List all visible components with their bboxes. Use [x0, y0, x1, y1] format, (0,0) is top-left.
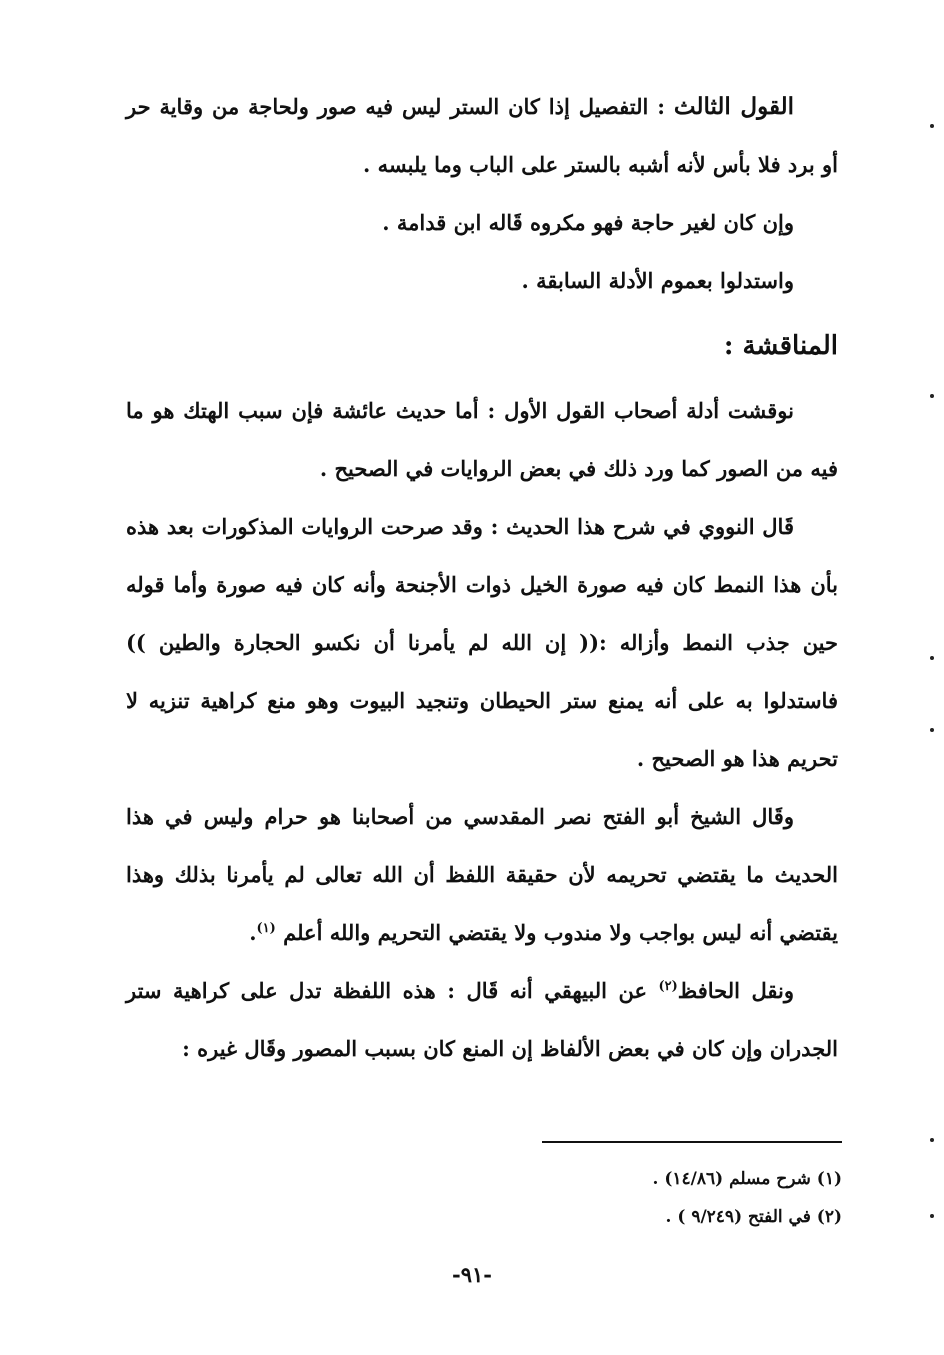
- main-text: [126, 78, 838, 1078]
- section-heading: المناقشة :: [723, 331, 838, 361]
- sentence-end: .: [249, 920, 257, 945]
- paragraph-text: ونقل الحافظ: [677, 978, 794, 1003]
- footnote-ref-2[interactable]: (٢): [658, 979, 678, 994]
- footnote-ref-1[interactable]: (١): [256, 921, 276, 936]
- footnote-2: (٢) في الفتح (٩/٢٤٩ ) .: [665, 1207, 842, 1227]
- scan-speck: [930, 394, 934, 398]
- paragraph-abu-alfath: [126, 788, 838, 962]
- paragraph-third-opinion: [126, 78, 838, 194]
- footnote-divider: [542, 1141, 842, 1143]
- paragraph-text: نوقشت أدلة أصحاب القول الأول : أما حديث عائشة فإن سبب الهتك هو ما فيه من الصور كما ورد ذلك في بعض الروايات في الصحيح .: [126, 398, 838, 481]
- page-number: -٩١-: [452, 1262, 492, 1287]
- paragraph-text: وإن كان لغير حاجة فهو مكروه قَاله ابن قدامة .: [382, 210, 794, 235]
- paragraph-text: : التفصيل إذا كان الستر ليس فيه صور ولحاجة من وقاية حر أو برد فلا بأس لأنه أشبه بالستر على الباب وما يلبسه .: [126, 94, 838, 177]
- scan-speck: [930, 656, 934, 660]
- scan-speck: [930, 1214, 934, 1218]
- scan-speck: [930, 728, 934, 732]
- paragraph-text: واستدلوا بعموم الأدلة السابقة .: [521, 268, 794, 293]
- scan-speck: [930, 1138, 934, 1142]
- paragraph-text: قَال النووي في شرح هذا الحديث : وقد صرحت الروايات المذكورات بعد هذه بأن هذا النمط كان فيه صورة الخيل ذوات الأجنحة وأنه كان فيه صورة وأما قوله حين جذب النمط وأزاله :(( إن الله لم يأمرنا أن نكسو الحجارة والطين )) فاستدلوا به على أنه يمنع ستر الحيطان وتنجيد البيوت وهو منع كراهية تنزيه لا تحريم هذا هو الصحيح .: [126, 514, 838, 771]
- paragraph-text: وقَال الشيخ أبو الفتح نصر المقدسي من أصحابنا هو حرام وليس في هذا الحديث ما يقتضي تحريمه لأن حقيقة اللفظ أن الله تعالى لم يأمرنا بذلك وهذا يقتضي أنه ليس بواجب ولا مندوب ولا يقتضي التحريم والله أعلم: [126, 804, 838, 945]
- footnotes: [540, 1160, 842, 1236]
- paragraph-text: عن البيهقي أنه قَال : هذه اللفظة تدل على كراهية ستر الجدران وإن كان في بعض الألفاظ إن المنع كان بسبب المصور وقَال غيره :: [126, 978, 838, 1061]
- paragraph-hafiz: [126, 962, 838, 1078]
- footnote-1: (١) شرح مسلم (١٤/٨٦) .: [652, 1169, 842, 1189]
- term-third-opinion: القول الثالث: [673, 93, 794, 120]
- scan-speck: [930, 124, 934, 128]
